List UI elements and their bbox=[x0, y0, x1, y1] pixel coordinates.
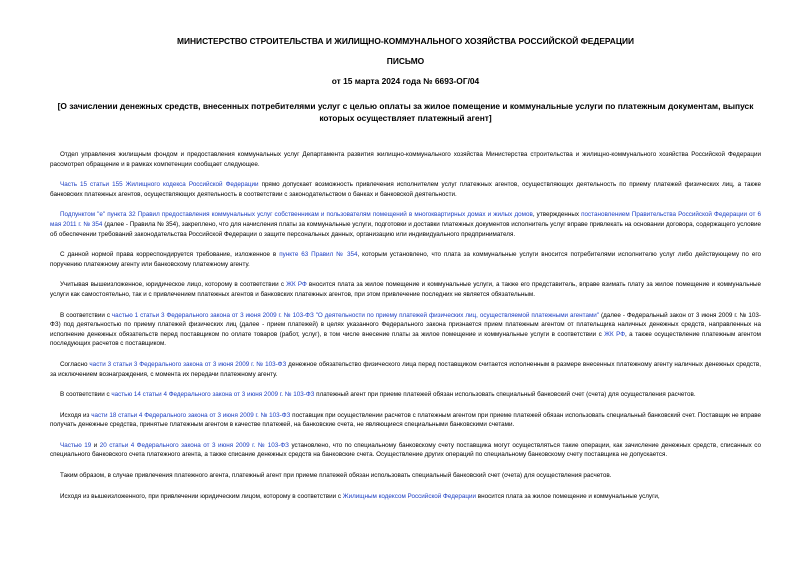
paragraph-text: В соответствии с bbox=[60, 311, 112, 319]
paragraph bbox=[50, 471, 761, 481]
paragraph-text: , а также осуществление платежным агентом последующих расчетов с поставщиком. bbox=[50, 330, 761, 348]
legal-reference-link[interactable]: ЖК РФ bbox=[604, 330, 625, 338]
document-subject: [О зачислении денежных средств, внесенных потребителями услуг с целью оплаты за жилое помещение и коммунальные услуги по платежным документам, выпуск которых осуществляет платежный агент] bbox=[57, 101, 754, 123]
legal-reference-link[interactable]: Подпунктом "е" пункта 32 Правил предоставления коммунальных услуг собственникам и пользователям помещений в многоквартирных домах и жилых домов bbox=[60, 211, 533, 219]
paragraph-text: , утвержденных bbox=[532, 211, 582, 219]
paragraph bbox=[50, 180, 761, 199]
paragraph-text: установлено, что по специальному банковскому счету поставщика могут осуществляться такие операции, как зачисление денежных средств, списанных со специального банковского счета платежного агента, а также списание денежных средств на банковские счета. Осуществление других операций по специальному банковскому счету поставщика не допускается. bbox=[50, 441, 761, 459]
legal-reference-link[interactable]: постановлением Правительства Российской Федерации от 6 мая 2011 г. № 354 bbox=[50, 211, 761, 228]
issuing-authority: МИНИСТЕРСТВО СТРОИТЕЛЬСТВА И ЖИЛИЩНО-КОММУНАЛЬНОГО ХОЗЯЙСТВА РОССИЙСКОЙ ФЕДЕРАЦИИ bbox=[177, 36, 634, 46]
legal-reference-link[interactable]: Часть 15 статьи 155 Жилищного кодекса Российской Федерации bbox=[60, 181, 259, 189]
paragraph-text: Исходя из bbox=[60, 411, 92, 419]
paragraph bbox=[50, 390, 761, 400]
paragraph-text: поставщик при осуществлении расчетов с платежным агентом при приеме платежей обязан использовать специальный банковский счет. Поставщик не вправе получать денежные средства, принятые платежным агентом в качестве платежей, на банковские счета, не являющиеся специальными банковскими счетами. bbox=[50, 411, 762, 429]
document-type: ПИСЬМО bbox=[386, 56, 425, 66]
paragraph-text: вносится плата за жилое помещение и коммунальные услуги, bbox=[476, 492, 660, 500]
paragraph-text: С данной нормой права корреспондируется требование, изложенное в bbox=[60, 251, 280, 259]
paragraph bbox=[50, 311, 761, 349]
paragraph-text: Учитывая вышеизложенное, юридическое лицо, которому в соответствии с bbox=[60, 281, 287, 289]
paragraph-text: Согласно bbox=[60, 360, 90, 368]
legal-reference-link[interactable]: пункте 63 Правил № 354 bbox=[279, 251, 358, 259]
paragraph-text: Отдел управления жилищным фондом и предоставления коммунальных услуг Департамента развития жилищно-коммунального хозяйства Министерства строительства и жилищно-коммунального хозяйства Российской Федерации рассмотрел обращение и в рамках компетенции сообщает следующее. bbox=[50, 151, 761, 168]
paragraph bbox=[50, 280, 761, 299]
paragraph bbox=[50, 360, 761, 379]
paragraph-text: платежный агент при приеме платежей обязан использовать специальный банковский счет (счета) для осуществления расчетов. bbox=[314, 391, 696, 399]
legal-reference-link[interactable]: 20 статьи 4 Федерального закона от 3 июня 2009 г. № 103-ФЗ bbox=[99, 441, 289, 449]
paragraph-text: (далее - Федеральный закон от 3 июня 2009 г. № 103-ФЗ) под деятельностью по приему платежей физических лиц (далее - прием платежей) в целях указанного Федерального закона признается прием платежным агентом от плательщика наличных денежных средств, направленных на исполнение денежных обязательств перед поставщиком по оплате товаров (работ, услуг), в том числе внесение платы за жилое помещение и коммунальные услуги в соответствии с bbox=[50, 311, 761, 338]
paragraph bbox=[50, 492, 761, 502]
paragraph bbox=[50, 150, 761, 169]
legal-reference-link[interactable]: частью 14 статьи 4 Федерального закона от 3 июня 2009 г. № 103-ФЗ bbox=[111, 391, 315, 399]
document-date-number: от 15 марта 2024 года № 6693-ОГ/04 bbox=[331, 76, 480, 86]
paragraph bbox=[50, 210, 761, 239]
legal-reference-link[interactable]: части 18 статьи 4 Федерального закона от 3 июня 2009 г. № 103-ФЗ bbox=[91, 411, 291, 419]
legal-reference-link[interactable]: ЖК РФ bbox=[286, 281, 307, 289]
paragraph-text: (далее - Правила № 354), закреплено, что для начисления платы за коммунальные услуги, подготовки и доставки платежных документов исполнитель услуг вправе привлекать на основании договора, содержащего условие об обеспечении требований законодательства Российской Федерации о защите персональных данных, организацию или индивидуального предпринимателя. bbox=[50, 220, 761, 238]
paragraph-text: вносится плата за жилое помещение и коммунальные услуги, а также его представитель, вправе взимать плату за жилое помещение и коммунальные услуги как самостоятельно, так и с привлечением платежных агентов и банковских платежных агентов, при этом привлечение последних не является обязательным. bbox=[50, 281, 761, 298]
legal-reference-link[interactable]: Жилищным кодексом Российской Федерации bbox=[342, 492, 477, 500]
paragraph bbox=[50, 441, 761, 460]
paragraph-text: прямо допускает возможность привлечения исполнителем услуг платежных агентов, осуществляющих деятельность по приему платежей физических лиц, а также банковских платежных агентов, осуществляющих деятельность в соответствии с законодательством о банках и банковской деятельности. bbox=[50, 181, 761, 198]
paragraph-text: Исходя из вышеизложенного, при привлечении юридическим лицом, которому в соответствии с bbox=[60, 492, 343, 500]
paragraph bbox=[50, 250, 761, 269]
document-body bbox=[50, 150, 761, 501]
paragraph-text: Таким образом, в случае привлечения платежного агента, платежный агент при приеме платежей обязан использовать специальный банковский счет (счета) для осуществления расчетов. bbox=[60, 472, 612, 480]
paragraph-text: и bbox=[91, 441, 100, 449]
paragraph-text: денежное обязательство физического лица перед поставщиком считается исполненным в размере внесенных платежному агенту наличных денежных средств, за исключением вознаграждения, с момента их передачи платежному агенту. bbox=[50, 360, 761, 378]
paragraph-text: В соответствии с bbox=[60, 391, 112, 399]
legal-reference-link[interactable]: части 3 статьи 3 Федерального закона от 3 июня 2009 г. № 103-ФЗ bbox=[89, 360, 287, 368]
paragraph-text: , которым установлено, что плата за коммунальные услуги вносится потребителями исполнителю услуг либо действующему по его поручению платежному агенту или банковскому платежному агенту. bbox=[50, 251, 761, 268]
legal-reference-link[interactable]: Частью 19 bbox=[60, 441, 92, 449]
legal-reference-link[interactable]: частью 1 статьи 3 Федерального закона от 3 июня 2009 г. № 103-ФЗ "О деятельности по приему платежей физических лиц, осуществляемой платежными агентами" bbox=[111, 311, 600, 319]
paragraph bbox=[50, 411, 761, 430]
